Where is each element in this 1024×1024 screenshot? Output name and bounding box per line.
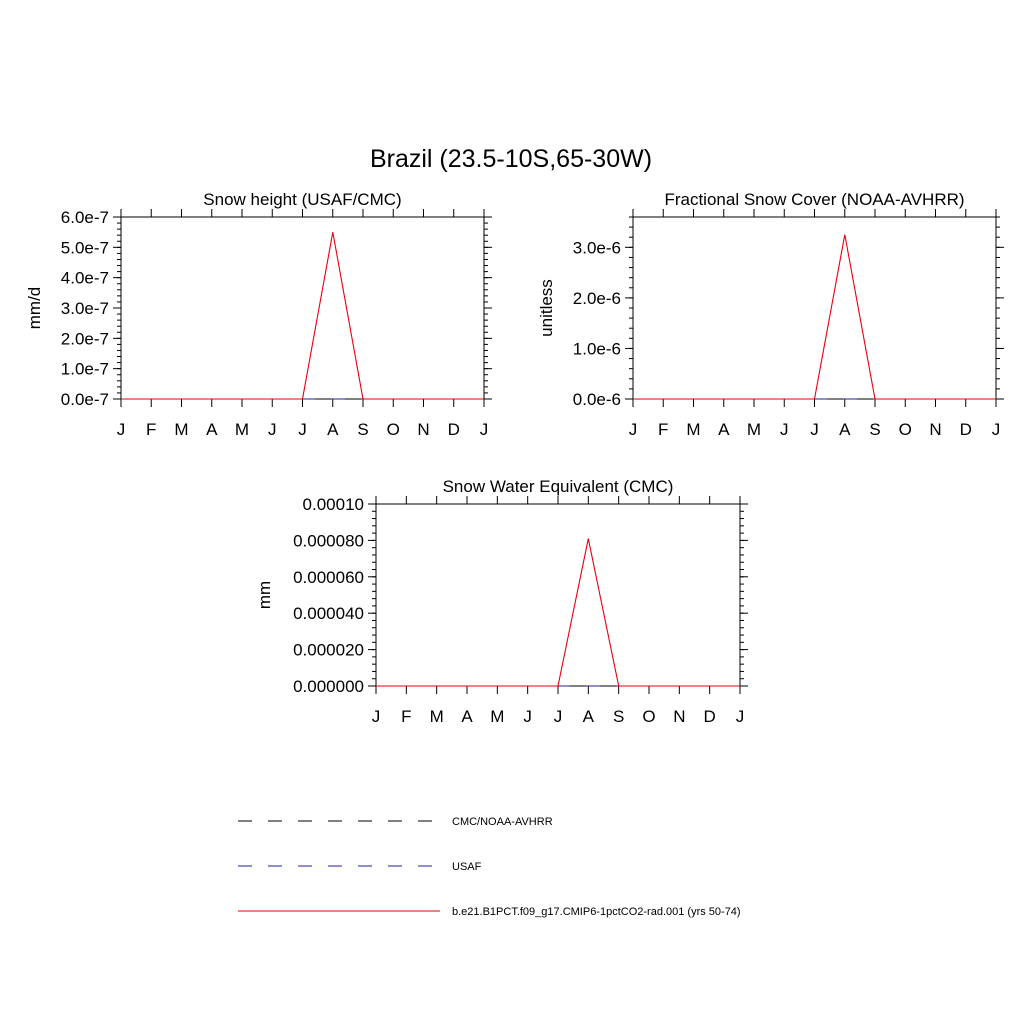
y-tick-label: 0.000000: [293, 676, 364, 696]
x-tick-label: M: [429, 707, 444, 726]
x-tick-label: J: [479, 420, 489, 439]
x-tick-label: J: [780, 420, 789, 439]
chart-title: Snow height (USAF/CMC): [203, 190, 402, 209]
x-tick-label: M: [174, 420, 189, 439]
y-tick-label: 3.0e-6: [572, 238, 621, 258]
plot-frame: [633, 217, 996, 399]
y-tick-label: 0.0e-7: [60, 389, 109, 409]
x-tick-label: J: [268, 420, 277, 439]
x-tick-label: A: [582, 707, 595, 726]
x-tick-label: N: [929, 420, 942, 439]
x-tick-label: D: [447, 420, 460, 439]
x-tick-label: O: [642, 707, 656, 726]
x-tick-label: J: [371, 707, 381, 726]
legend: [238, 816, 741, 918]
y-axis-label: mm: [254, 580, 274, 610]
figure-title: Brazil (23.5-10S,65-30W): [369, 145, 653, 173]
chart-title: Fractional Snow Cover (NOAA-AVHRR): [664, 190, 965, 209]
x-tick-label: M: [686, 420, 701, 439]
x-tick-label: M: [490, 707, 505, 726]
series-model-line: [121, 232, 484, 399]
x-tick-label: J: [553, 707, 563, 726]
y-tick-label: 0.000040: [293, 604, 364, 624]
x-tick-label: S: [612, 707, 625, 726]
y-tick-label: 0.000080: [293, 531, 364, 551]
y-tick-label: 0.0e-6: [572, 389, 621, 409]
x-tick-label: A: [206, 420, 218, 439]
x-tick-label: J: [523, 707, 532, 726]
y-tick-label: 6.0e-7: [60, 207, 109, 227]
y-axis-label: mm/d: [24, 286, 44, 330]
plot-frame: [376, 504, 740, 686]
plot-frame: [121, 217, 484, 399]
x-tick-label: N: [673, 707, 686, 726]
legend-item-usaf-label: USAF: [452, 860, 482, 873]
x-tick-label: F: [146, 420, 157, 439]
x-tick-label: M: [746, 420, 762, 439]
x-tick-label: A: [461, 707, 473, 726]
y-tick-label: 2.0e-7: [60, 329, 109, 349]
y-tick-label: 0.000020: [293, 640, 364, 660]
x-tick-label: F: [658, 420, 669, 439]
x-tick-label: D: [703, 707, 716, 726]
chart-title: Snow Water Equivalent (CMC): [442, 477, 674, 496]
legend-item-model-label: b.e21.B1PCT.f09_g17.CMIP6-1pctCO2-rad.001 (yrs 50-74): [452, 905, 741, 918]
series-model-line: [376, 539, 740, 686]
y-tick-label: 1.0e-6: [572, 339, 621, 359]
y-tick-label: 5.0e-7: [60, 238, 109, 258]
x-tick-label: A: [718, 420, 730, 439]
x-tick-label: J: [298, 420, 307, 439]
y-tick-label: 0.000060: [293, 567, 364, 587]
panel-snow-water-equivalent: [255, 477, 748, 726]
y-tick-label: 3.0e-7: [60, 298, 109, 318]
x-tick-label: D: [959, 420, 972, 439]
x-tick-label: N: [417, 420, 430, 439]
x-tick-label: O: [386, 420, 400, 439]
panel-snow-height: [25, 190, 492, 439]
y-axis-label: unitless: [536, 279, 556, 337]
x-tick-label: A: [327, 420, 339, 439]
x-tick-label: F: [401, 707, 412, 726]
x-tick-label: A: [839, 420, 851, 439]
x-tick-label: S: [869, 420, 881, 439]
y-tick-label: 1.0e-7: [60, 359, 109, 379]
x-tick-label: O: [898, 420, 912, 439]
y-tick-label: 0.00010: [302, 494, 364, 514]
x-tick-label: J: [810, 420, 819, 439]
x-tick-label: S: [357, 420, 369, 439]
x-tick-label: J: [116, 420, 126, 439]
series-model-line: [633, 235, 996, 399]
x-tick-label: J: [628, 420, 638, 439]
x-tick-label: J: [735, 707, 745, 726]
legend-item-cmc-noaa-avhrr-label: CMC/NOAA-AVHRR: [452, 815, 553, 828]
y-tick-label: 4.0e-7: [60, 268, 109, 288]
x-tick-label: J: [991, 420, 1001, 439]
x-tick-label: M: [234, 420, 250, 439]
panel-fractional-snow-cover: [537, 190, 1004, 439]
y-tick-label: 2.0e-6: [572, 288, 621, 308]
